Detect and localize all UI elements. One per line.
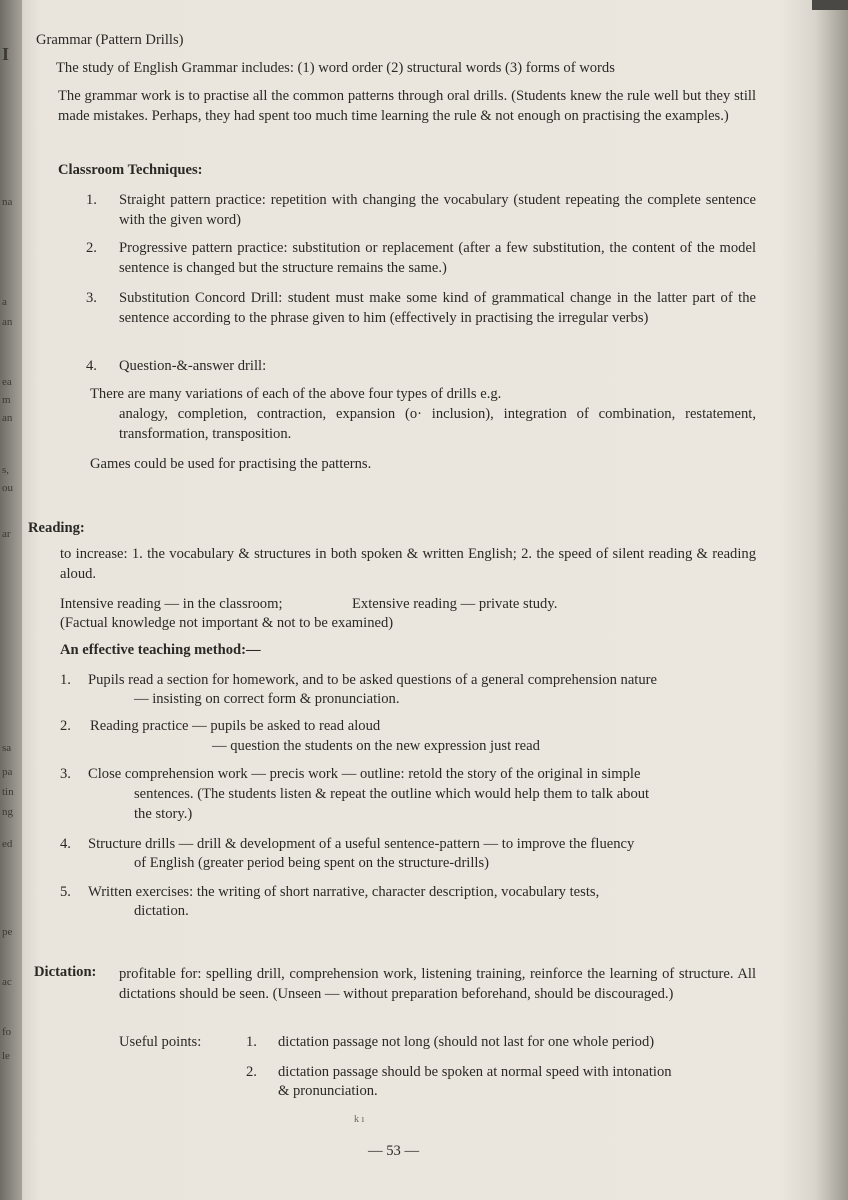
margin-fragment: m: [2, 394, 11, 406]
margin-fragment: ed: [2, 838, 13, 850]
margin-fragment: s,: [2, 464, 10, 476]
page-number: — 53 —: [368, 1143, 420, 1159]
method-number: 1.: [60, 672, 71, 688]
margin-fragment: I: [2, 44, 10, 64]
technique-item: Question-&-answer drill:: [119, 358, 267, 374]
method-item: Structure drills — drill & development of a useful sentence-pattern — to improve the fluency: [88, 836, 635, 852]
method-item-continued: of English (greater period being spent on the structure-drills): [134, 855, 490, 871]
margin-fragment: le: [2, 1050, 10, 1062]
technique-number: 3.: [86, 290, 97, 306]
method-number: 2.: [60, 718, 71, 734]
page-binding-shadow: [0, 0, 22, 1200]
section-title-grammar: Grammar (Pattern Drills): [36, 32, 184, 48]
reading-note: (Factual knowledge not important & not to be examined): [60, 615, 394, 631]
margin-fragment: ar: [2, 528, 11, 540]
margin-fragment: tin: [2, 786, 14, 798]
technique-number: 2.: [86, 240, 97, 256]
technique-number: 4.: [86, 358, 97, 374]
point-number: 2.: [246, 1064, 257, 1080]
margin-fragment: na: [2, 196, 13, 208]
point-item-continued: & pronunciation.: [278, 1083, 378, 1099]
method-item-continued: the story.): [134, 806, 193, 822]
page-corner-mark: [812, 0, 848, 10]
point-number: 1.: [246, 1034, 257, 1050]
variations-list: analogy, completion, contraction, expansion (o· inclusion), integration of combination, restatement, transformation, transposition.: [119, 406, 756, 442]
technique-number: 1.: [86, 192, 97, 208]
technique-item: Progressive pattern practice: substitution or replacement (after a few substitution, the content of the model sentence is changed but the structure remains the same.): [119, 240, 756, 276]
method-item-continued: — insisting on correct form & pronunciation.: [134, 691, 400, 707]
margin-fragment: pa: [2, 766, 13, 778]
method-number: 3.: [60, 766, 71, 782]
method-item-continued: sentences. (The students listen & repeat the outline which would help them to talk about: [134, 786, 650, 802]
margin-fragment: ng: [2, 806, 13, 818]
section-title-dictation: Dictation:: [34, 964, 97, 980]
margin-fragment: fo: [2, 1026, 12, 1038]
margin-fragment: a: [2, 296, 7, 308]
margin-fragment: ac: [2, 976, 12, 988]
method-item: Pupils read a section for homework, and to be asked questions of a general comprehension nature: [88, 672, 657, 688]
stray-mark: k ı: [354, 1114, 365, 1125]
extensive-reading: Extensive reading — private study.: [352, 596, 558, 612]
reading-aims: to increase: 1. the vocabulary & structures in both spoken & written English; 2. the speed of silent reading & reading aloud.: [60, 546, 756, 582]
technique-item: Substitution Concord Drill: student must make some kind of grammatical change in the latter part of the sentence according to the phrase given to him (effectively in practising the irregular verbs): [119, 290, 756, 326]
method-number: 5.: [60, 884, 71, 900]
margin-fragment: sa: [2, 742, 12, 754]
games-note: Games could be used for practising the patterns.: [90, 456, 372, 472]
point-item: dictation passage not long (should not last for one whole period): [278, 1034, 655, 1050]
margin-fragment: pe: [2, 926, 13, 938]
grammar-intro: The study of English Grammar includes: (1) word order (2) structural words (3) forms of words: [56, 60, 615, 76]
teaching-method-heading: An effective teaching method:—: [60, 642, 261, 658]
method-item: Written exercises: the writing of short narrative, character description, vocabulary tests,: [88, 884, 600, 900]
technique-item: Straight pattern practice: repetition with changing the vocabulary (student repeating the complete sentence with the given word): [119, 192, 756, 228]
grammar-paragraph: The grammar work is to practise all the common patterns through oral drills. (Students knew the rule well but they still made mistakes. Perhaps, they had spent too much time learning the rule & not enough on practising the examples.): [58, 88, 756, 124]
intensive-reading: Intensive reading — in the classroom;: [60, 596, 283, 612]
margin-fragment: ea: [2, 376, 12, 388]
variations-intro: There are many variations of each of the above four types of drills e.g.: [90, 386, 502, 402]
method-item: Reading practice — pupils be asked to read aloud: [90, 718, 381, 734]
margin-fragment: ou: [2, 482, 13, 494]
method-item-continued: — question the students on the new expression just read: [212, 738, 540, 754]
useful-points-label: Useful points:: [119, 1034, 202, 1050]
dictation-description: profitable for: spelling drill, comprehension work, listening training, reinforce the learning of structure. All dictations should be seen. (Unseen — without preparation beforehand, should be discouraged.): [119, 966, 756, 1002]
point-item: dictation passage should be spoken at normal speed with intonation: [278, 1064, 672, 1080]
margin-fragment: an: [2, 316, 13, 328]
method-number: 4.: [60, 836, 71, 852]
margin-fragment: an: [2, 412, 13, 424]
section-title-reading: Reading:: [28, 520, 85, 536]
classroom-techniques-heading: Classroom Techniques:: [58, 162, 203, 178]
method-item: Close comprehension work — precis work — outline: retold the story of the original in simple: [88, 766, 641, 782]
method-item-continued: dictation.: [134, 903, 189, 919]
